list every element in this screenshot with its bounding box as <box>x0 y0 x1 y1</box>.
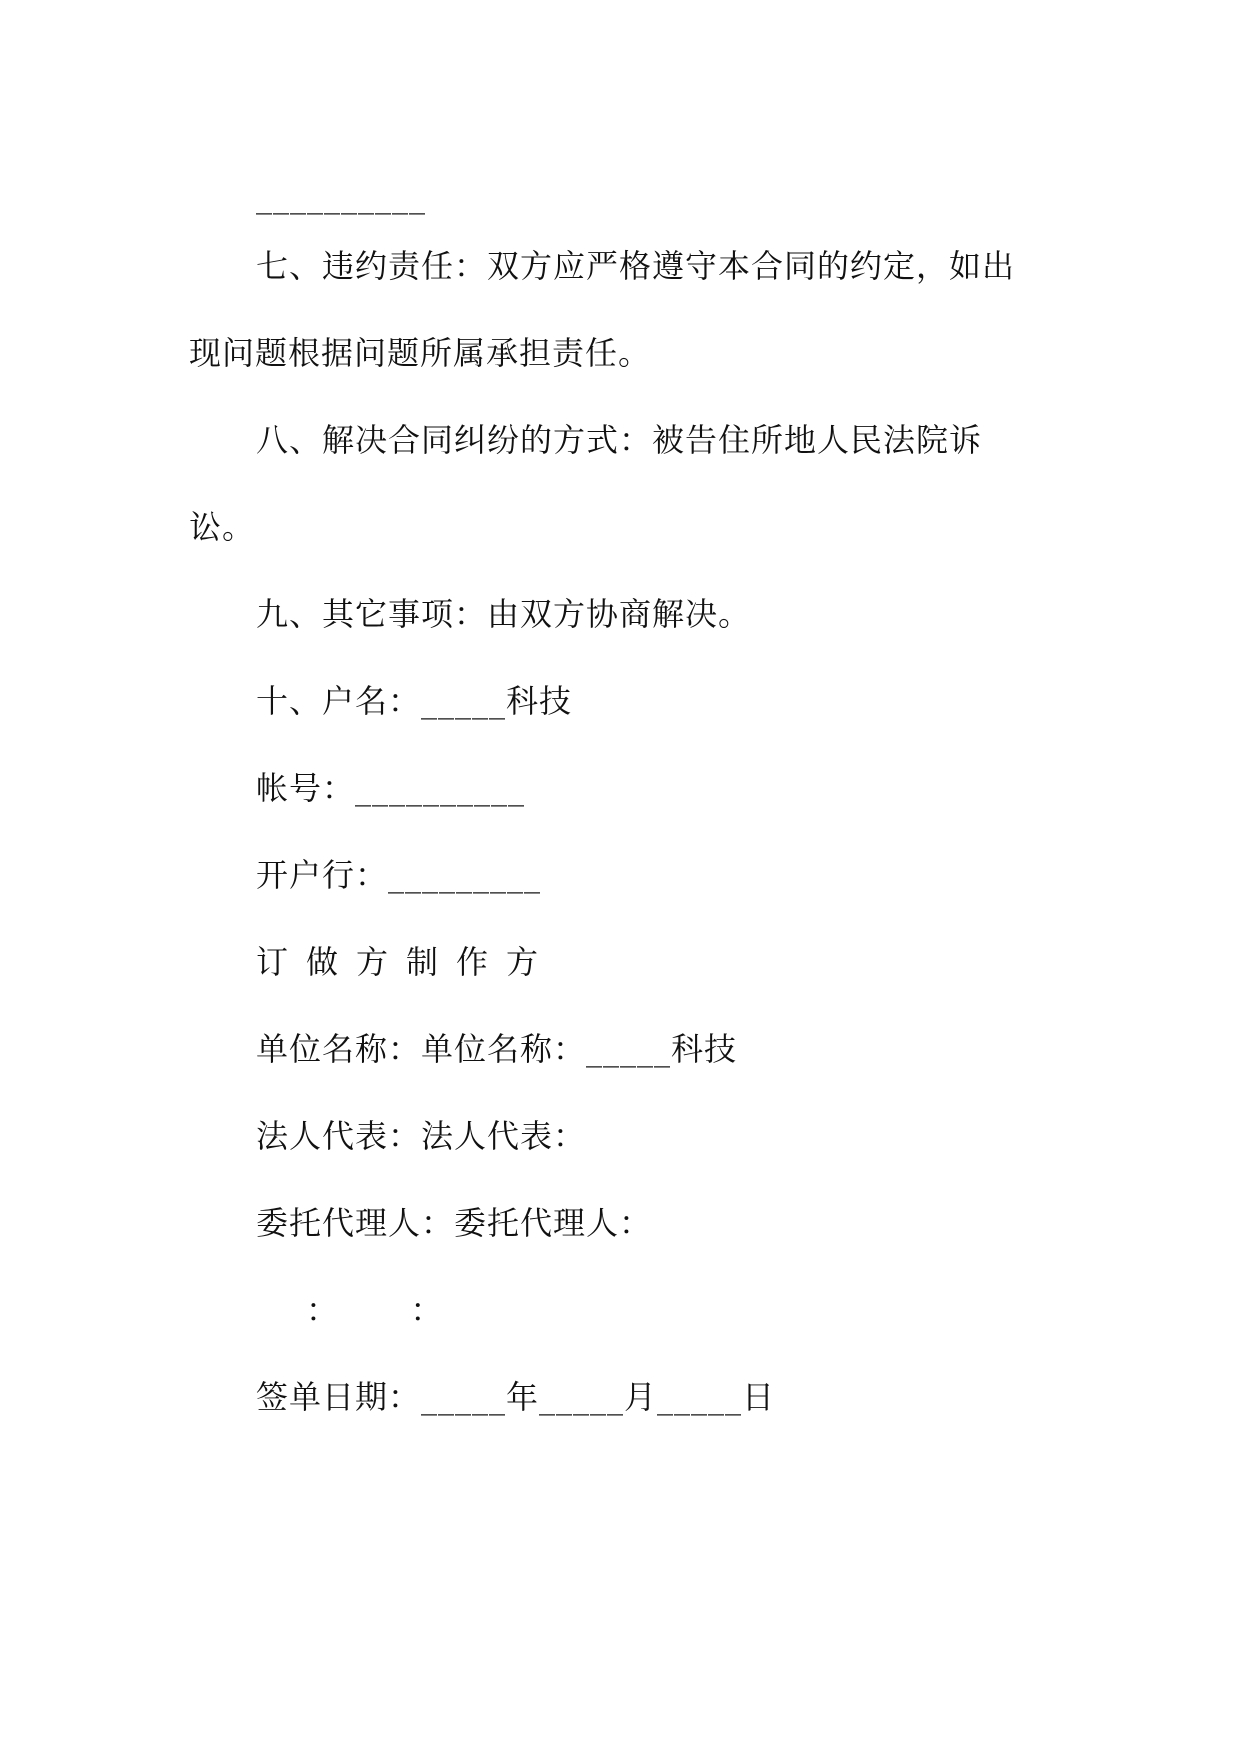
clause-8-line-2: 讼。 <box>189 508 256 546</box>
clause-7-line-1: 七、违约责任：双方应严格遵守本合同的约定，如出 <box>256 247 1016 285</box>
authorized-agent: 委托代理人：委托代理人： <box>256 1204 653 1242</box>
clause-10-account-name: 十、户名：_____科技 <box>256 682 573 720</box>
unit-name: 单位名称：单位名称：_____科技 <box>256 1030 738 1068</box>
parties-header: 订做方制作方 <box>256 943 557 981</box>
colon-row <box>306 1290 442 1330</box>
colon-b: ： <box>410 1291 443 1329</box>
top-blank-line: __________ <box>256 177 426 215</box>
account-number: 帐号：__________ <box>256 769 526 807</box>
clause-9: 九、其它事项：由双方协商解决。 <box>256 595 752 633</box>
signing-date: 签单日期：_____年_____月_____日 <box>256 1378 776 1416</box>
clause-7-line-2: 现问题根据问题所属承担责任。 <box>189 334 652 372</box>
legal-representative: 法人代表：法人代表： <box>256 1117 587 1155</box>
bank-name: 开户行：_________ <box>256 856 542 894</box>
colon-a: ： <box>306 1291 339 1329</box>
clause-8-line-1: 八、解决合同纠纷的方式：被告住所地人民法院诉 <box>256 421 983 459</box>
